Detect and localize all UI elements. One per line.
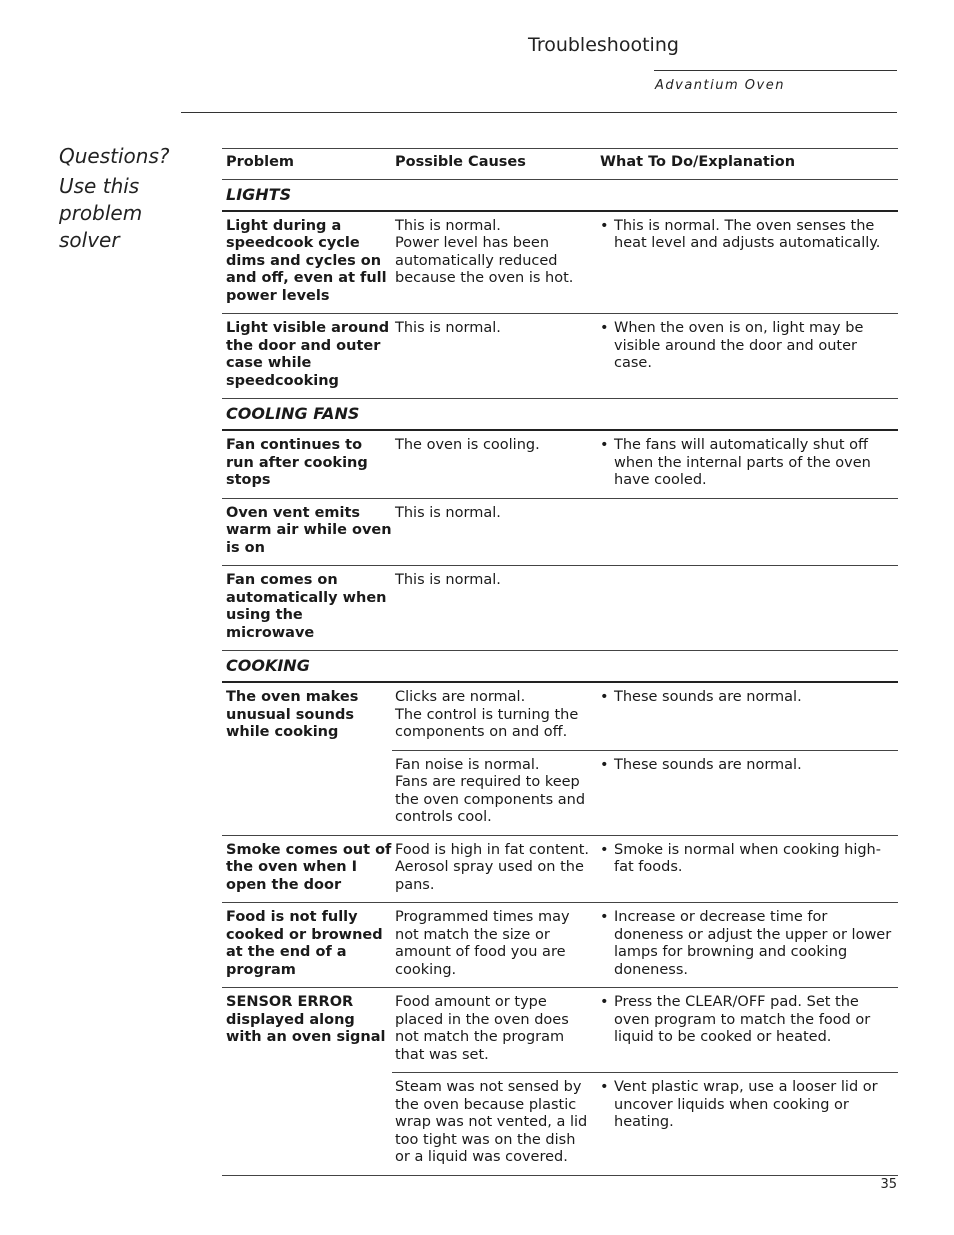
section-row (222, 650, 898, 681)
problem-cell: The oven makes unusual sounds while cooking (226, 689, 359, 740)
problem-cell: SENSOR ERROR displayed along with an oven signal (226, 994, 386, 1045)
explanation-text: Vent plastic wrap, use a looser lid or uncover liquids when cooking or heating. (614, 1079, 878, 1130)
explanation-cell (597, 751, 898, 835)
section-title: COOKING (226, 656, 310, 675)
bullet-icon: • (600, 756, 609, 773)
sidebar-heading (59, 143, 189, 254)
column-header-explanation: What To Do/Explanation (600, 154, 796, 170)
bullet-icon: • (600, 1079, 609, 1095)
explanation-cell (597, 212, 898, 296)
table-row (222, 902, 898, 987)
bullet-icon: • (600, 841, 609, 858)
cause-cell: This is normal. (395, 572, 501, 588)
explanation-text: These sounds are normal. (614, 756, 802, 773)
explanation-cell (597, 988, 898, 1072)
bullet-icon: • (600, 217, 609, 234)
cause-fix-pair (392, 988, 898, 1072)
table-row (222, 565, 898, 650)
cause-cell: This is normal. (395, 504, 501, 521)
cause-cell: Clicks are normal. The control is turning the components on and off. (395, 689, 579, 740)
cause-fix-group (392, 566, 898, 650)
cause-fix-pair (392, 1072, 898, 1175)
problem-cell: Light during a speedcook cycle dims and cycles on and off, even at full power levels (226, 217, 387, 304)
problem-cell: Oven vent emits warm air while oven is on (226, 504, 392, 556)
explanation-text: Increase or decrease time for doneness or adjust the upper or lower lamps for browning and cooking doneness. (614, 909, 892, 978)
bullet-icon: • (600, 994, 609, 1010)
bullet-icon: • (600, 689, 609, 705)
bullet-icon: • (600, 320, 609, 336)
cause-fix-group (392, 836, 898, 903)
cause-fix-group (392, 431, 898, 498)
problem-cell: Fan continues to run after cooking stops (226, 437, 368, 488)
bullet-icon: • (600, 909, 609, 925)
explanation-text: When the oven is on, light may be visible around the door and outer case. (614, 320, 864, 371)
problem-cell: Light visible around the door and outer case while speedcooking (226, 320, 390, 389)
explanation-cell (597, 566, 898, 598)
column-header-problem: Problem (226, 154, 295, 170)
table-row (222, 210, 898, 314)
problem-cell: Smoke comes out of the oven when I open the door (226, 841, 392, 893)
section-row (222, 179, 898, 210)
explanation-cell (597, 903, 898, 987)
sidebar-line: Questions? (59, 144, 170, 168)
explanation-cell (597, 499, 898, 531)
page-number: 35 (880, 1177, 897, 1192)
cause-cell: Food is high in fat content. Aerosol spray used on the pans. (395, 841, 590, 893)
section-title: COOLING FANS (226, 404, 360, 423)
cause-fix-group (392, 212, 898, 314)
page-title: Troubleshooting (528, 34, 679, 56)
cause-fix-pair (392, 314, 898, 381)
cause-fix-group (392, 683, 898, 835)
cause-fix-pair (392, 836, 898, 903)
explanation-text: Smoke is normal when cooking high-fat foods. (614, 841, 881, 875)
cause-cell: Food amount or type placed in the oven does not match the program that was set. (395, 994, 569, 1063)
cause-fix-group (392, 314, 898, 398)
cause-fix-pair (392, 499, 898, 531)
cause-cell: Steam was not sensed by the oven because plastic wrap was not vented, a lid too tight was on the dish or a liquid was covered. (395, 1079, 588, 1165)
cause-fix-group (392, 499, 898, 566)
cause-fix-pair (392, 750, 898, 835)
cause-cell: This is normal. Power level has been automatically reduced because the oven is hot. (395, 217, 574, 286)
cause-fix-pair (392, 431, 898, 498)
sidebar-line: solver (59, 228, 120, 252)
cause-fix-pair (392, 212, 898, 296)
table-row (222, 313, 898, 398)
cause-cell: Programmed times may not match the size or amount of food you are cooking. (395, 909, 570, 978)
header-rule-long (181, 112, 897, 113)
page-subtitle: Advantium Oven (655, 78, 785, 93)
table-row (222, 835, 898, 903)
cause-cell: Fan noise is normal. Fans are required to keep the oven components and controls cool. (395, 756, 586, 825)
cause-cell: The oven is cooling. (395, 437, 540, 453)
cause-cell: This is normal. (395, 320, 501, 336)
column-header-causes: Possible Causes (395, 154, 526, 170)
explanation-cell (597, 1073, 898, 1175)
table-header-row (222, 148, 898, 179)
problem-cell: Food is not fully cooked or browned at the end of a program (226, 909, 383, 978)
explanation-cell (597, 314, 898, 381)
explanation-cell (597, 431, 898, 498)
section-row (222, 398, 898, 429)
sidebar-line: problem (59, 201, 143, 225)
bullet-icon: • (600, 437, 609, 453)
troubleshooting-table (222, 148, 898, 1176)
explanation-cell (597, 683, 898, 750)
cause-fix-group (392, 903, 898, 987)
cause-fix-pair (392, 683, 898, 750)
table-row (222, 987, 898, 1176)
table-row (222, 498, 898, 566)
explanation-text: This is normal. The oven senses the heat level and adjusts automatically. (614, 217, 881, 251)
table-row (222, 429, 898, 498)
sidebar-line: Use this (59, 174, 140, 198)
section-title: LIGHTS (226, 184, 292, 204)
cause-fix-group (392, 988, 898, 1175)
table-row (222, 681, 898, 835)
explanation-cell (597, 836, 898, 903)
problem-cell: Fan comes on automatically when using the microwave (226, 572, 387, 641)
cause-fix-pair (392, 566, 898, 598)
explanation-text: Press the CLEAR/OFF pad. Set the oven program to match the food or liquid to be cooked or heated. (614, 994, 871, 1045)
explanation-text: The fans will automatically shut off when the internal parts of the oven have cooled. (614, 437, 871, 488)
header-rule-short (654, 70, 897, 71)
explanation-text: These sounds are normal. (614, 689, 802, 705)
cause-fix-pair (392, 903, 898, 987)
